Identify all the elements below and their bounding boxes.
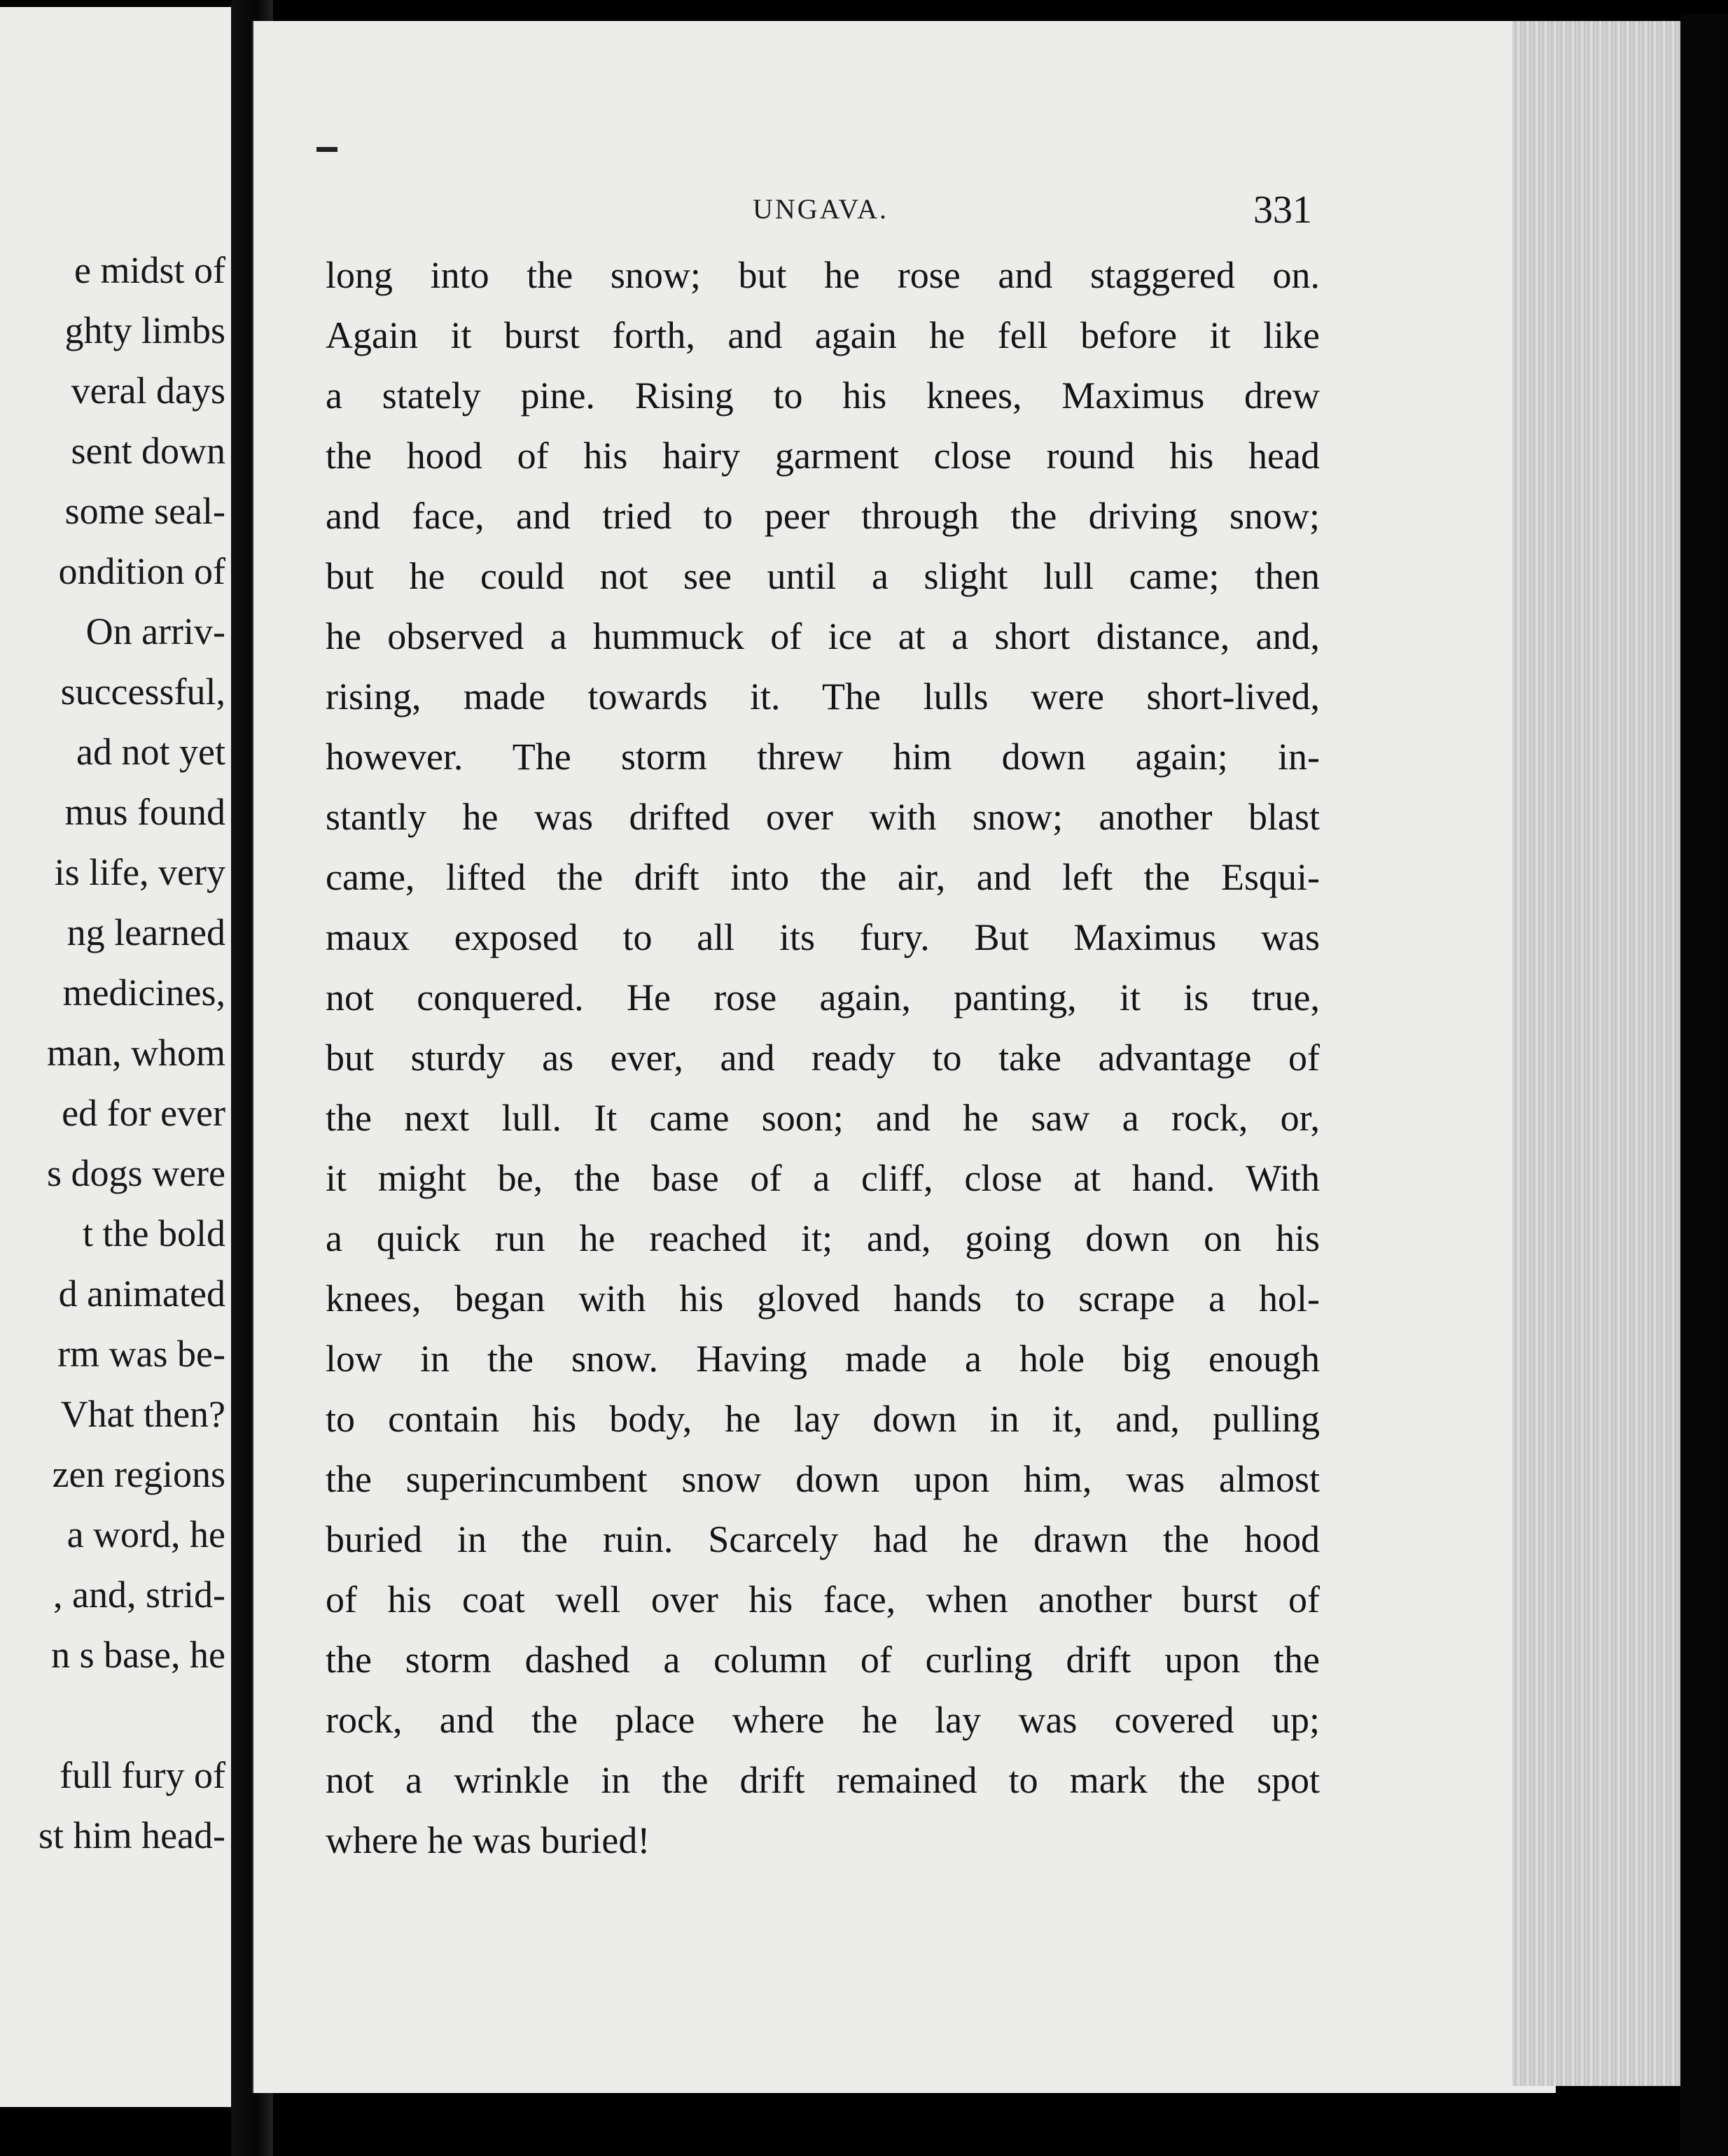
left-page-line: On arriv- [85,610,225,652]
ink-mark [316,147,337,152]
left-page-line: successful, [60,671,225,713]
text-line: not a wrinkle in the drift remained to mark the spot [326,1759,1320,1801]
body-text [326,245,1320,1870]
text-line: to contain his body, he lay down in it, and, pulling [326,1398,1320,1440]
text-line: knees, began with his gloved hands to scrape a hol- [326,1278,1320,1320]
left-page-line: ad not yet [76,731,225,773]
text-line: a quick run he reached it; and, going down on his [326,1217,1320,1259]
text-line: the storm dashed a column of curling drift upon the [326,1639,1320,1681]
left-page-line: a word, he [67,1513,225,1555]
edge-shadow [1680,14,1728,2156]
text-line: and face, and tried to peer through the driving snow; [326,495,1320,537]
left-page-line: veral days [71,370,225,412]
text-line: stantly he was drifted over with snow; another blast [326,796,1320,838]
text-line: of his coat well over his face, when another burst of [326,1578,1320,1620]
text-line: came, lifted the drift into the air, and left the Esqui- [326,856,1320,898]
text-line: the superincumbent snow down upon him, was almost [326,1458,1320,1500]
left-page-line: st him head- [39,1814,225,1856]
left-page-line: n s base, he [51,1634,225,1676]
left-page-line: man, whom [47,1032,225,1074]
text-line: buried in the ruin. Scarcely had he drawn the hood [326,1518,1320,1560]
text-line: where he was buried! [326,1819,650,1861]
left-page-line: medicines, [62,972,225,1014]
left-page-line: t the bold [83,1212,225,1254]
text-line: however. The storm threw him down again; in- [326,736,1320,778]
text-line: Again it burst forth, and again he fell before it like [326,314,1320,356]
text-line: but he could not see until a slight lull came; then [326,555,1320,597]
left-page-line: d animated [58,1273,225,1315]
left-page-line: e midst of [74,249,225,291]
text-line: the hood of his hairy garment close round his head [326,435,1320,477]
text-line: not conquered. He rose again, panting, it is true, [326,976,1320,1018]
text-line: he observed a hummuck of ice at a short distance, and, [326,615,1320,657]
left-page-line: ng learned [67,911,225,953]
left-page-line: full fury of [60,1754,225,1796]
text-line: rising, made towards it. The lulls were short-lived, [326,676,1320,718]
left-page-line: , and, strid- [53,1574,225,1616]
left-page-line: mus found [64,791,225,833]
left-page-line: rm was be- [57,1333,225,1375]
left-page-line: is life, very [54,851,225,893]
text-line: the next lull. It came soon; and he saw a rock, or, [326,1097,1320,1139]
text-line: low in the snow. Having made a hole big enough [326,1338,1320,1380]
left-page-line: sent down [71,430,225,472]
text-line: rock, and the place where he lay was covered up; [326,1699,1320,1741]
left-page-line: ghty limbs [64,309,225,351]
left-page-line: ed for ever [62,1092,225,1134]
text-line: it might be, the base of a cliff, close at hand. With [326,1157,1320,1199]
left-facing-page [0,7,231,2107]
text-line: long into the snow; but he rose and staggered on. [326,254,1320,296]
page-edges [1512,21,1680,2086]
left-page-line: some seal- [64,490,225,532]
text-line: but sturdy as ever, and ready to take advantage of [326,1037,1320,1079]
left-page-line: ondition of [58,550,225,592]
left-page-line: zen regions [52,1453,225,1495]
text-line: maux exposed to all its fury. But Maximus was [326,916,1320,958]
running-head: UNGAVA. [753,193,889,225]
left-page-line: s dogs were [47,1152,225,1194]
text-line: a stately pine. Rising to his knees, Maximus drew [326,374,1320,416]
page-number: 331 [1253,188,1312,232]
left-page-line: Vhat then? [60,1393,225,1435]
